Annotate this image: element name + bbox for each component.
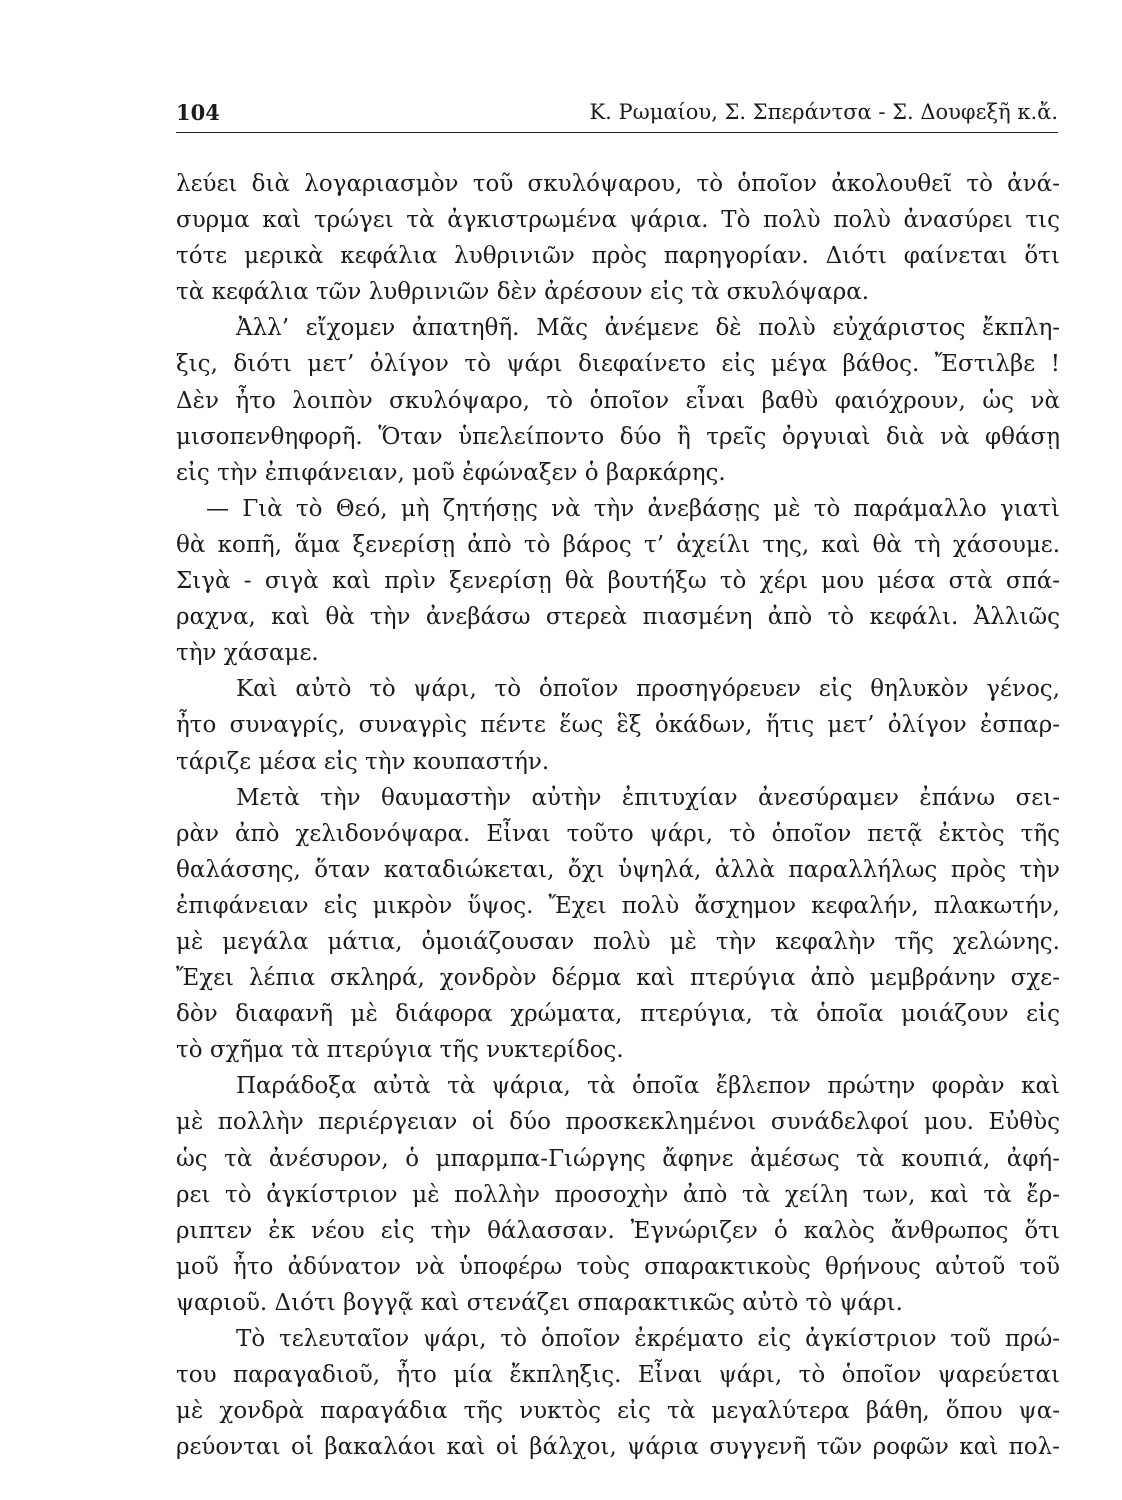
text-line: ψαριοῦ. Διότι βογγᾷ καὶ στενάζει σπαρακτικῶς αὐτὸ τὸ ψάρι.	[176, 1289, 903, 1316]
text-line: ξις, διότι μετ’ ὀλίγον τὸ ψάρι διεφαίνετο εἰς μέγα βάθος. Ἔστιλβε !	[176, 351, 1060, 378]
text-line: μοῦ ἦτο ἀδύνατον νὰ ὑποφέρω τοὺς σπαρακτικοὺς θρήνους αὐτοῦ τοῦ	[176, 1253, 1060, 1280]
text-line: τὰ κεφάλια τῶν λυθρινιῶν δὲν ἀρέσουν εἰς τὰ σκυλόψαρα.	[176, 279, 870, 306]
text-line: ἐπιφάνειαν εἰς μικρὸν ὕψος. Ἔχει πολὺ ἄσχημον κεφαλήν, πλακωτήν,	[176, 892, 1060, 919]
text-line: μισοπενθηφορῆ. Ὅταν ὑπελείποντο δύο ἢ τρεῖς ὀργυιαὶ διὰ νὰ φθάσῃ	[176, 423, 1060, 450]
text-line: εἰς τὴν ἐπιφάνειαν, μοῦ ἐφώναξεν ὁ βαρκάρης.	[176, 459, 726, 486]
text-line: ραχνα, καὶ θὰ τὴν ἀνεβάσω στερεὰ πιασμένη ἀπὸ τὸ κεφάλι. Ἀλλιῶς	[176, 604, 1060, 631]
text-line: τὸ σχῆμα τὰ πτερύγια τῆς νυκτερίδος.	[176, 1037, 624, 1064]
text-line: Ἔχει λέπια σκληρά, χονδρὸν δέρμα καὶ πτερύγια ἀπὸ μεμβράνην σχε-	[176, 965, 1060, 992]
text-line: Ἀλλ’ εἴχομεν ἀπατηθῆ. Μᾶς ἀνέμενε δὲ πολὺ εὐχάριστος ἔκπλη-	[236, 315, 1060, 342]
body-text	[176, 166, 1060, 1465]
text-line: Μετὰ τὴν θαυμαστὴν αὐτὴν ἐπιτυχίαν ἀνεσύραμεν ἐπάνω σει-	[236, 784, 1060, 811]
text-line: ἦτο συναγρίς, συναγρὶς πέντε ἕως ἓξ ὀκάδων, ἥτις μετ’ ὀλίγον ἐσπαρ-	[176, 712, 1060, 739]
text-line: Τὸ τελευταῖον ψάρι, τὸ ὁποῖον ἐκρέματο εἰς ἀγκίστριον τοῦ πρώ-	[236, 1326, 1060, 1352]
text-line: μὲ μεγάλα μάτια, ὁμοιάζουσαν πολὺ μὲ τὴν κεφαλὴν τῆς χελώνης.	[176, 928, 1060, 955]
text-line: Δὲν ἦτο λοιπὸν σκυλόψαρο, τὸ ὁποῖον εἶναι βαθὺ φαιόχρουν, ὡς νὰ	[176, 387, 1060, 414]
text-line: τάριζε μέσα εἰς τὴν κουπαστήν.	[176, 748, 550, 775]
text-line: μὲ χονδρὰ παραγάδια τῆς νυκτὸς εἰς τὰ μεγαλύτερα βάθη, ὅπου ψα-	[176, 1398, 1060, 1425]
page-number: 104	[176, 100, 220, 125]
text-line: θαλάσσης, ὅταν καταδιώκεται, ὄχι ὑψηλά, ἀλλὰ παραλλήλως πρὸς τὴν	[176, 856, 1060, 883]
text-line: ὡς τὰ ἀνέσυρον, ὁ μπαρμπα-Γιώργης ἄφηνε ἀμέσως τὰ κουπιά, ἀφή-	[176, 1145, 1060, 1172]
text-line: — Γιὰ τὸ Θεό, μὴ ζητήσῃς νὰ τὴν ἀνεβάσῃς μὲ τὸ παράμαλλο γιατὶ	[206, 495, 1060, 522]
text-line: ρει τὸ ἀγκίστριον μὲ πολλὴν προσοχὴν ἀπὸ τὰ χείλη των, καὶ τὰ ἔρ-	[176, 1181, 1060, 1208]
text-line: θὰ κοπῆ, ἅμα ξενερίσῃ ἀπὸ τὸ βάρος τ’ ἀχείλι της, καὶ θὰ τὴ χάσουμε.	[176, 531, 1060, 558]
text-line: Σιγὰ - σιγὰ καὶ πρὶν ξενερίσῃ θὰ βουτήξω τὸ χέρι μου μέσα στὰ σπά-	[176, 568, 1060, 595]
running-head: Κ. Ρωμαίου, Σ. Σπεράντσα - Σ. Δουφεξῆ κ.ἄ.	[589, 100, 1058, 124]
text-line: τότε μερικὰ κεφάλια λυθρινιῶν πρὸς παρηγορίαν. Διότι φαίνεται ὅτι	[176, 243, 1060, 270]
text-line: τὴν χάσαμε.	[176, 640, 319, 667]
text-line: συρμα καὶ τρώγει τὰ ἀγκιστρωμένα ψάρια. Τὸ πολὺ πολὺ ἀνασύρει τις	[176, 207, 1060, 234]
text-line: ρεύονται οἱ βακαλάοι καὶ οἱ βάλχοι, ψάρια συγγενῆ τῶν ροφῶν καὶ πολ-	[176, 1434, 1060, 1461]
text-line: του παραγαδιοῦ, ἦτο μία ἔκπληξις. Εἶναι ψάρι, τὸ ὁποῖον ψαρεύεται	[176, 1362, 1060, 1389]
text-line: δὸν διαφανῆ μὲ διάφορα χρώματα, πτερύγια, τὰ ὁποῖα μοιάζουν εἰς	[176, 1001, 1060, 1028]
text-line: ρὰν ἀπὸ χελιδονόψαρα. Εἶναι τοῦτο ψάρι, τὸ ὁποῖον πετᾷ ἐκτὸς τῆς	[176, 820, 1060, 847]
text-line: Παράδοξα αὐτὰ τὰ ψάρια, τὰ ὁποῖα ἔβλεπον πρώτην φορὰν καὶ	[236, 1073, 1060, 1100]
text-line: μὲ πολλὴν περιέργειαν οἱ δύο προσκεκλημένοι συνάδελφοί μου. Εὐθὺς	[176, 1109, 1060, 1136]
text-line: ριπτεν ἐκ νέου εἰς τὴν θάλασσαν. Ἐγνώριζεν ὁ καλὸς ἄνθρωπος ὅτι	[176, 1217, 1060, 1244]
text-line: λεύει διὰ λογαριασμὸν τοῦ σκυλόψαρου, τὸ ὁποῖον ἀκολουθεῖ τὸ ἀνά-	[176, 171, 1060, 197]
text-line: Καὶ αὐτὸ τὸ ψάρι, τὸ ὁποῖον προσηγόρευεν εἰς θηλυκὸν γένος,	[236, 676, 1060, 703]
page-header	[176, 98, 1058, 133]
